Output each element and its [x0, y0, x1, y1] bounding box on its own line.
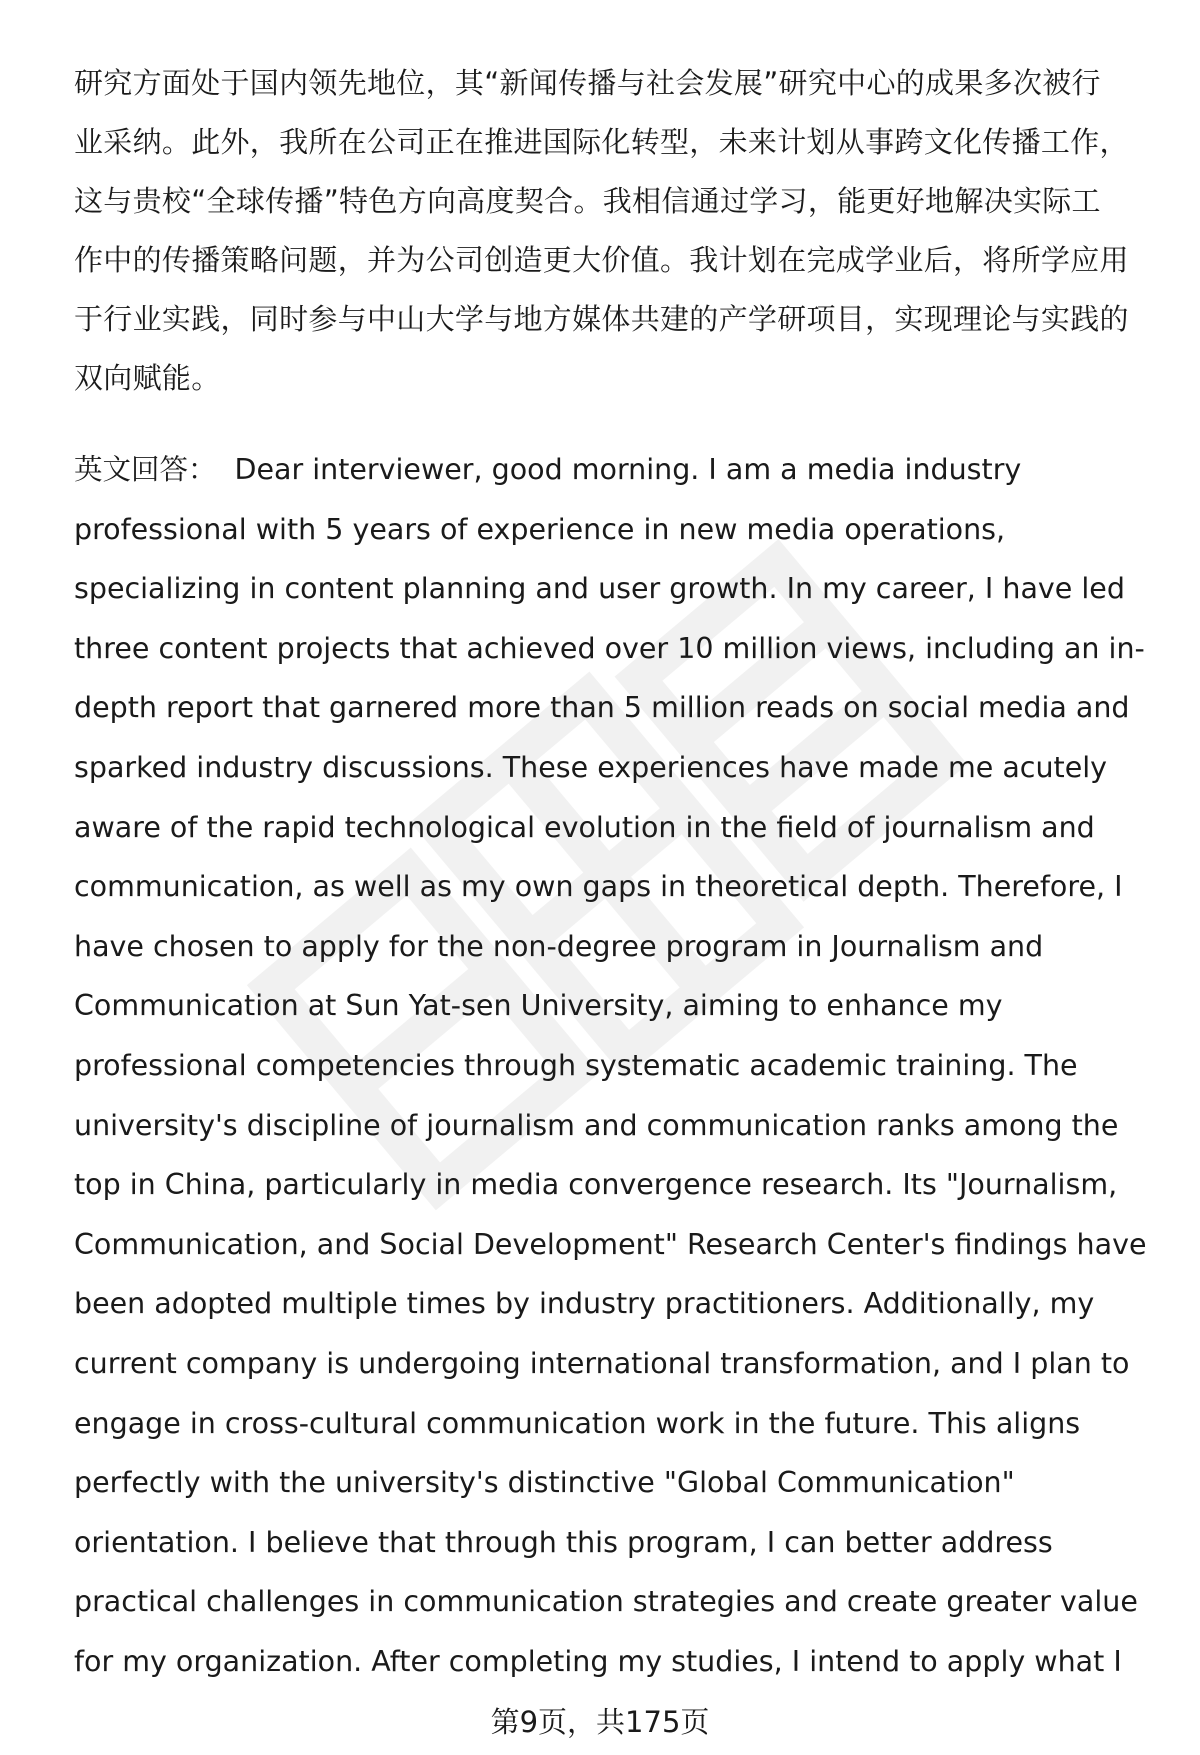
text-line: specializing in content planning and user growth. In my career, I have led: [74, 572, 1125, 606]
answer-label: 英文回答：: [74, 453, 217, 486]
text-line: top in China, particularly in media convergence research. Its "Journalism,: [74, 1168, 1118, 1202]
text-line: professional with 5 years of experience in new media operations,: [74, 512, 1006, 546]
text-line: depth report that garnered more than 5 million reads on social media and: [74, 691, 1130, 725]
text-line: [74, 440, 1154, 500]
text-line: Communication at Sun Yat-sen University, aiming to enhance my: [74, 989, 1003, 1023]
text-line: perfectly with the university's distinctive "Global Communication": [74, 1466, 1015, 1500]
text-line: Communication, and Social Development" Research Center's findings have: [74, 1227, 1147, 1261]
text-line: three content projects that achieved over 10 million views, including an in-: [74, 631, 1145, 665]
text-line: have chosen to apply for the non-degree program in Journalism and: [74, 929, 1044, 963]
text-line: been adopted multiple times by industry practitioners. Additionally, my: [74, 1287, 1095, 1321]
text-line: practical challenges in communication strategies and create greater value: [74, 1585, 1138, 1619]
text-line: 双向赋能。: [74, 361, 221, 395]
text-line: engage in cross-cultural communication work in the future. This aligns: [74, 1406, 1081, 1440]
text-line: aware of the rapid technological evolution in the field of journalism and: [74, 810, 1095, 844]
page-number-footer: 第9页，共175页: [490, 1705, 710, 1739]
text-line: sparked industry discussions. These experiences have made me acutely: [74, 750, 1108, 784]
english-answer-paragraph: [74, 440, 1154, 1691]
text-line: 研究方面处于国内领先地位，其“新闻传播与社会发展”研究中心的成果多次被行: [74, 66, 1101, 100]
answer-first-line: Dear interviewer, good morning. I am a media industry: [234, 453, 1022, 486]
text-line: 这与贵校“全球传播”特色方向高度契合。我相信通过学习，能更好地解决实际工: [74, 184, 1101, 218]
text-line: 作中的传播策略问题，并为公司创造更大价值。我计划在完成学业后，将所学应用: [74, 243, 1129, 277]
text-line: university's discipline of journalism and communication ranks among the: [74, 1108, 1119, 1142]
chinese-answer-paragraph: [74, 54, 1154, 408]
text-line: current company is undergoing international transformation, and I plan to: [74, 1346, 1130, 1380]
text-line: for my organization. After completing my studies, I intend to apply what I: [74, 1644, 1122, 1678]
page-content: [74, 54, 1154, 1691]
text-line: 于行业实践，同时参与中山大学与地方媒体共建的产学研项目，实现理论与实践的: [74, 302, 1129, 336]
text-line: orientation. I believe that through this program, I can better address: [74, 1525, 1053, 1559]
text-line: 业采纳。此外，我所在公司正在推进国际化转型，未来计划从事跨文化传播工作，: [74, 125, 1129, 159]
text-line: communication, as well as my own gaps in theoretical depth. Therefore, I: [74, 870, 1123, 904]
text-line: professional competencies through systematic academic training. The: [74, 1048, 1078, 1082]
